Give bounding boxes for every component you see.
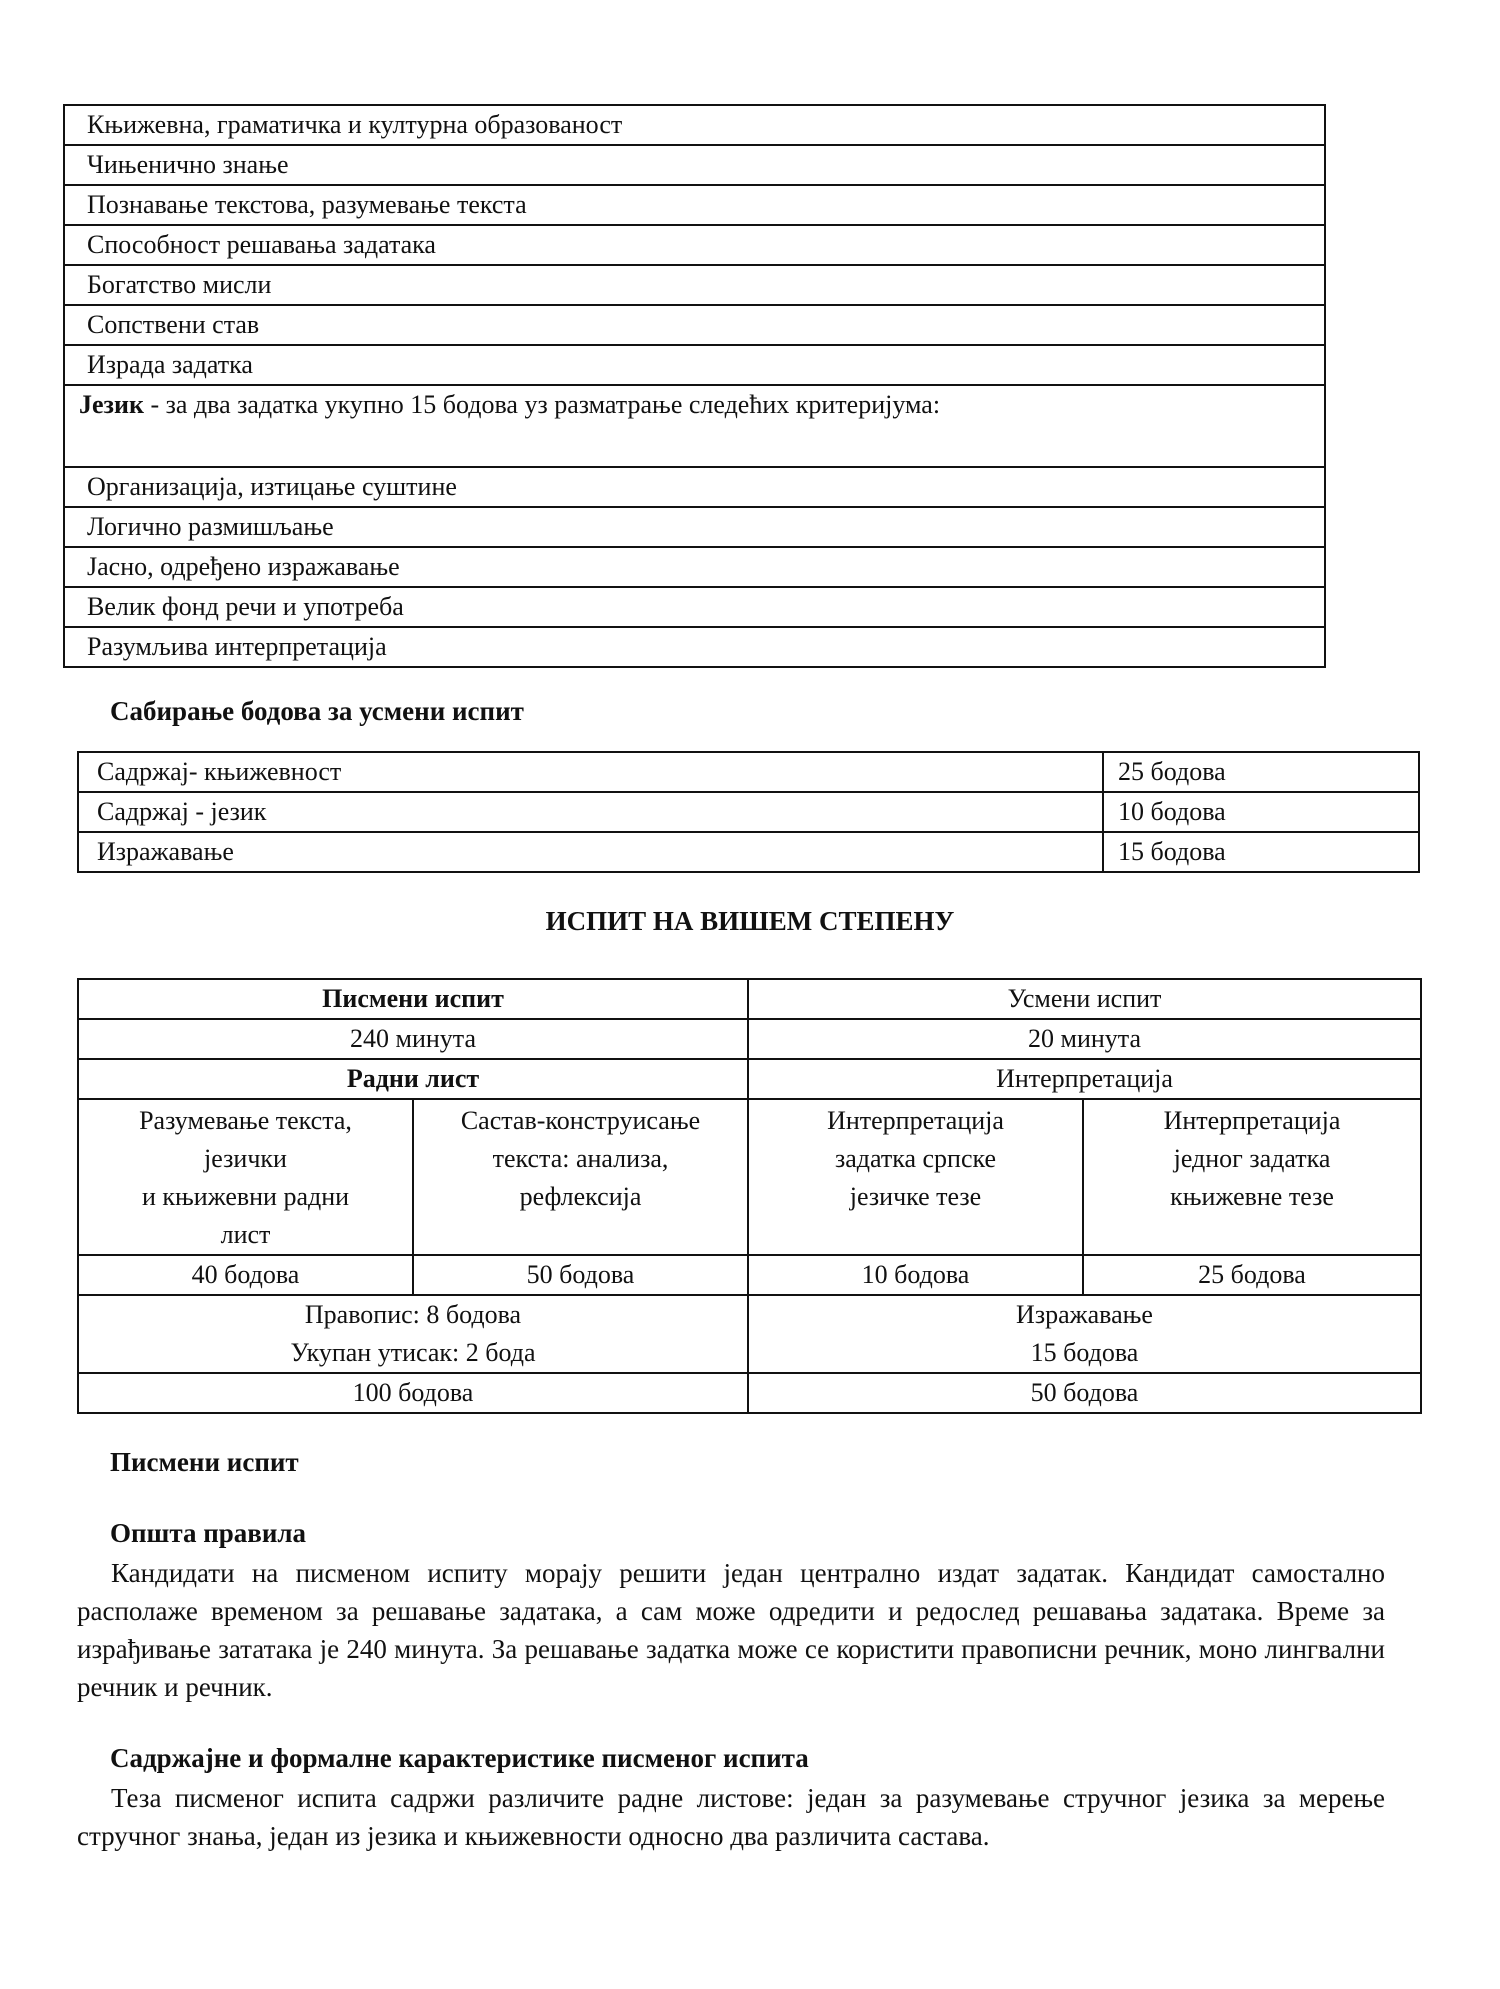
general-rules-text: Кандидати на писменом испиту морају решити један централно издат задатак. Кандидат самостално располаже временом за решавање задатака, а сам може одредити и редослед решавања задатака. Време за израђивање зататака је 240 минута. За решавање задатка може се користити правописни речник, моно лингвални речник и речник. (77, 1558, 1385, 1702)
criteria-row: Израда задатка (64, 345, 1325, 385)
language-criteria-row: Организација, изтицање суштине (64, 467, 1325, 507)
general-rules-title: Општа правила (110, 1518, 307, 1548)
content-title: Садржајне и формалне карактеристике писменог испита (110, 1743, 809, 1773)
oral-extra (748, 1295, 1421, 1373)
oral-time: 20 минута (748, 1019, 1421, 1059)
part-points: 25 бодова (1083, 1255, 1421, 1295)
oral-sum-table (77, 751, 1420, 873)
language-label: Језик (79, 390, 144, 419)
oral-points: 10 бодова (1103, 792, 1419, 832)
part-points: 40 бодова (78, 1255, 413, 1295)
written-exam-title: Писмени испит (110, 1447, 299, 1477)
criteria-table (63, 104, 1326, 668)
part-line: лист (220, 1220, 271, 1249)
criteria-row: Познавање текстова, разумевање текста (64, 185, 1325, 225)
part-cell (748, 1099, 1083, 1255)
written-total: 100 бодова (78, 1373, 748, 1413)
content-text: Теза писменог испита садржи различите радне листове: један за разумевање стручног језика за мерење стручног знања, један из језика и књижевности односно два различита састава. (77, 1783, 1385, 1851)
part-line: књижевне тезе (1170, 1182, 1334, 1211)
oral-extra-line: 15 бодова (1030, 1338, 1139, 1367)
oral-extra-line: Изражавање (1016, 1300, 1153, 1329)
higher-level-table (77, 978, 1422, 1414)
part-line: Састав-конструисање (460, 1106, 701, 1135)
oral-points: 15 бодова (1103, 832, 1419, 872)
oral-points: 25 бодова (1103, 752, 1419, 792)
oral-item: Изражавање (78, 832, 1103, 872)
part-line: текста: анализа, (492, 1144, 669, 1173)
part-cell (1083, 1099, 1421, 1255)
written-extra-line: Правопис: 8 бодова (304, 1300, 522, 1329)
part-points: 50 бодова (413, 1255, 748, 1295)
part-line: Интерпретација (1163, 1106, 1341, 1135)
language-criteria-row: Велик фонд речи и употреба (64, 587, 1325, 627)
part-line: једног задатка (1173, 1144, 1331, 1173)
part-line: задатка српске (834, 1144, 997, 1173)
written-time: 240 минута (78, 1019, 748, 1059)
language-criteria-row: Логично размишљање (64, 507, 1325, 547)
criteria-row: Књижевна, граматичка и културна образованост (64, 105, 1325, 145)
criteria-row: Богатство мисли (64, 265, 1325, 305)
part-line: Интерпретација (827, 1106, 1004, 1135)
part-points: 10 бодова (748, 1255, 1083, 1295)
criteria-row: Сопствени став (64, 305, 1325, 345)
language-row (64, 385, 1325, 467)
oral-item: Садржај - језик (78, 792, 1103, 832)
part-line: језички (204, 1144, 287, 1173)
language-desc: - за два задатка укупно 15 бодова уз разматрање следећих критеријума: (143, 390, 941, 419)
oral-sum-title: Сабирање бодова за усмени испит (110, 696, 524, 726)
part-line: језичке тезе (849, 1182, 982, 1211)
written-extra-line: Укупан утисак: 2 бода (290, 1338, 536, 1367)
written-exam-head: Писмени испит (78, 979, 748, 1019)
language-criteria-row: Разумљива интерпретација (64, 627, 1325, 667)
written-extra (78, 1295, 748, 1373)
written-subhead: Радни лист (78, 1059, 748, 1099)
language-criteria-row: Јасно, одређено изражавање (64, 547, 1325, 587)
oral-item: Садржај- књижевност (78, 752, 1103, 792)
part-cell (413, 1099, 748, 1255)
part-cell (78, 1099, 413, 1255)
higher-level-title: ИСПИТ НА ВИШЕМ СТЕПЕНУ (545, 906, 955, 936)
criteria-row: Чињенично знање (64, 145, 1325, 185)
criteria-row: Способност решавања задатака (64, 225, 1325, 265)
table-row (78, 832, 1419, 872)
part-line: рефлексија (519, 1182, 642, 1211)
table-row (78, 752, 1419, 792)
oral-subhead: Интерпретација (748, 1059, 1421, 1099)
oral-exam-head: Усмени испит (748, 979, 1421, 1019)
oral-total: 50 бодова (748, 1373, 1421, 1413)
part-line: Разумевање текста, (139, 1106, 352, 1135)
table-row (78, 792, 1419, 832)
part-line: и књижевни радни (141, 1182, 350, 1211)
